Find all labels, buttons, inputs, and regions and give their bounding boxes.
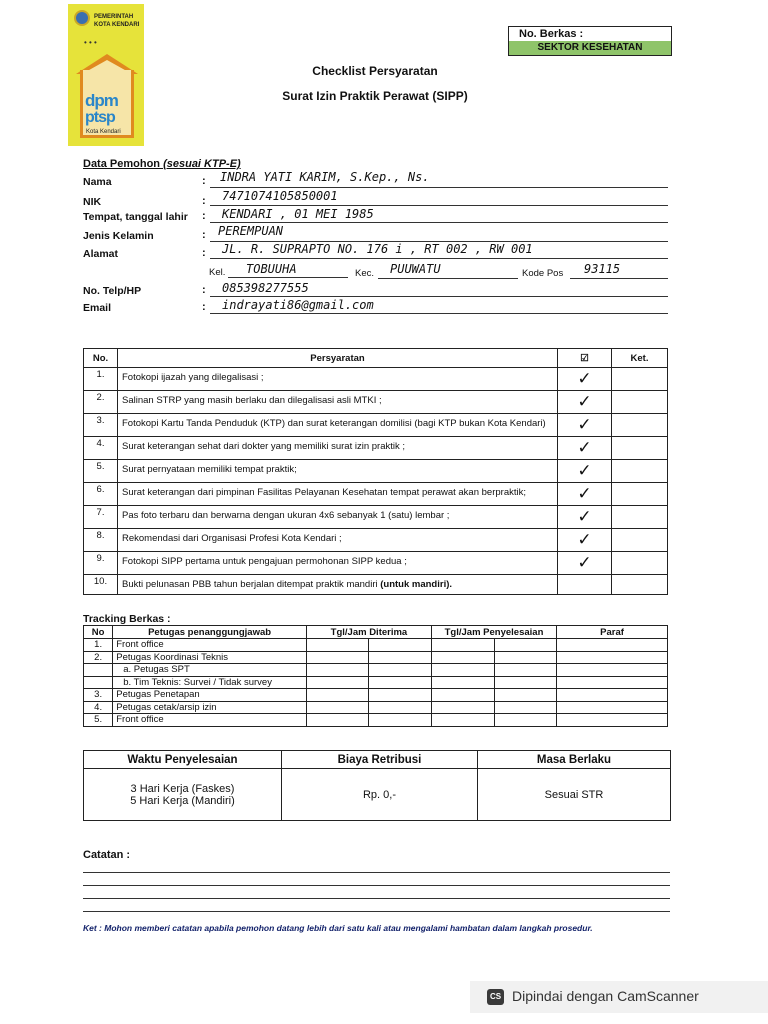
logo-gov-line1: PEMERINTAH — [94, 14, 134, 20]
requirement-text: Surat pernyataan memiliki tempat praktik; — [118, 460, 558, 483]
field-label-jenis-kelamin: Jenis Kelamin — [83, 230, 154, 242]
kodepos-value: 93115 — [584, 262, 621, 276]
field-label-nama: Nama — [83, 176, 112, 188]
requirement-row: 8. Rekomendasi dari Organisasi Profesi Kota Kendari ; ✓ — [84, 529, 668, 552]
applicant-heading: Data Pemohon (sesuai KTP-E) — [83, 158, 241, 170]
document-subtitle: Surat Izin Praktik Perawat (SIPP) — [282, 89, 468, 103]
field-value-telp: 085398277555 — [222, 281, 309, 295]
field-value-jenis-kelamin: PEREMPUAN — [218, 224, 284, 238]
kec-label: Kec. — [355, 268, 375, 279]
kel-value: TOBUUHA — [246, 262, 297, 276]
req-header-check: ☑ — [558, 349, 612, 368]
requirement-text: Fotokopi ijazah yang dilegalisasi ; — [118, 368, 558, 391]
trk-header-petugas: Petugas penanggungjawab — [113, 626, 307, 639]
requirement-text: Fotokopi Kartu Tanda Penduduk (KTP) dan surat keterangan domilisi (bagi KTP bukan Kota Kendari) — [118, 414, 558, 437]
requirement-row: 7. Pas foto terbaru dan berwarna dengan ukuran 4x6 sebanyak 1 (satu) lembar ; ✓ — [84, 506, 668, 529]
catatan-label: Catatan : — [83, 849, 131, 861]
file-number-label: No. Berkas : — [519, 28, 584, 40]
camscanner-text: Dipindai dengan CamScanner — [512, 988, 699, 1004]
biaya-header: Biaya Retribusi — [282, 751, 478, 769]
tracking-row: 3. Petugas Penetapan — [84, 689, 668, 702]
logo-gov-line2: KOTA KENDARI — [94, 22, 140, 28]
requirement-text: Rekomendasi dari Organisasi Profesi Kota Kendari ; — [118, 529, 558, 552]
completion-header-row — [84, 751, 671, 769]
tracking-row: 2. Petugas Koordinasi Teknis — [84, 651, 668, 664]
trk-header-no: No — [84, 626, 113, 639]
tracking-row: a. Petugas SPT — [84, 664, 668, 677]
masa-value: Sesuai STR — [478, 769, 671, 821]
field-label-telp: No. Telp/HP — [83, 285, 142, 297]
tracking-row: 4. Petugas cetak/arsip izin — [84, 701, 668, 714]
waktu-value: 3 Hari Kerja (Faskes) 5 Hari Kerja (Mandiri) — [84, 769, 282, 821]
field-label-email: Email — [83, 302, 112, 314]
logo-brand-top: dpm — [85, 91, 118, 110]
requirement-row: 9. Fotokopi SIPP pertama untuk pengajuan permohonan SIPP kedua ; ✓ — [84, 552, 668, 575]
completion-table — [83, 750, 671, 821]
camscanner-icon: CS — [487, 989, 504, 1005]
applicant-heading-note: (sesuai KTP-E) — [163, 158, 241, 170]
kel-label: Kel. — [209, 267, 226, 278]
camscanner-watermark — [470, 981, 768, 1013]
completion-value-row — [84, 769, 671, 821]
tracking-row: 1. Front office — [84, 639, 668, 652]
ket-note: Ket : Mohon memberi catatan apabila pemohon datang lebih dari satu kali atau mengalami hambatan dalam langkah prosedur. — [83, 923, 593, 933]
catatan-line — [83, 898, 670, 899]
field-label-ttl: Tempat, tanggal lahir — [83, 211, 188, 223]
kec-value: PUUWATU — [390, 262, 441, 276]
check-mark-icon: ✓ — [558, 391, 612, 414]
requirement-row: 3. Fotokopi Kartu Tanda Penduduk (KTP) dan surat keterangan domilisi (bagi KTP bukan Kota Kendari) ✓ — [84, 414, 668, 437]
check-mark-icon: ✓ — [558, 437, 612, 460]
trk-header-paraf: Paraf — [557, 626, 668, 639]
field-value-alamat: JL. R. SUPRAPTO NO. 176 i , RT 002 , RW 001 — [222, 242, 533, 256]
requirement-row: 6. Surat keterangan dari pimpinan Fasilitas Pelayanan Kesehatan tempat perawat akan berpraktik; ✓ — [84, 483, 668, 506]
requirement-row: 4. Surat keterangan sehat dari dokter yang memiliki surat izin praktik ; ✓ — [84, 437, 668, 460]
requirements-table — [83, 348, 668, 595]
logo-decoration: • • • — [84, 38, 97, 47]
trk-header-diterima: Tgl/Jam Diterima — [306, 626, 431, 639]
catatan-line — [83, 885, 670, 886]
requirement-text: Surat keterangan sehat dari dokter yang memiliki surat izin praktik ; — [118, 437, 558, 460]
biaya-value: Rp. 0,- — [282, 769, 478, 821]
tracking-row: 5. Front office — [84, 714, 668, 727]
check-mark-icon: ✓ — [558, 368, 612, 391]
check-mark-icon: ✓ — [558, 529, 612, 552]
catatan-line — [83, 911, 670, 912]
tracking-row: b. Tim Teknis: Survei / Tidak survey — [84, 676, 668, 689]
field-value-nik: 7471074105850001 — [222, 189, 338, 203]
check-mark-icon: ✓ — [558, 552, 612, 575]
req-header-persyaratan: Persyaratan — [118, 349, 558, 368]
catatan-line — [83, 872, 670, 873]
logo-brand-bottom: ptsp — [85, 109, 115, 126]
empty-check-cell — [558, 575, 612, 595]
req-header-ket: Ket. — [612, 349, 668, 368]
field-value-ttl: KENDARI , 01 MEI 1985 — [222, 207, 374, 221]
field-value-email: indrayati86@gmail.com — [222, 298, 374, 312]
requirement-row: 5. Surat pernyataan memiliki tempat praktik; ✓ — [84, 460, 668, 483]
tracking-header-row — [84, 626, 668, 639]
document-title: Checklist Persyaratan — [312, 64, 438, 78]
dpmptsp-logo — [68, 4, 144, 146]
requirement-text: Surat keterangan dari pimpinan Fasilitas Pelayanan Kesehatan tempat perawat akan berpraktik; — [118, 483, 558, 506]
waktu-header: Waktu Penyelesaian — [84, 751, 282, 769]
trk-header-penyelesaian: Tgl/Jam Penyelesaian — [431, 626, 556, 639]
check-mark-icon: ✓ — [558, 483, 612, 506]
requirements-header-row — [84, 349, 668, 368]
kodepos-label: Kode Pos — [522, 268, 564, 279]
requirement-text: Pas foto terbaru dan berwarna dengan ukuran 4x6 sebanyak 1 (satu) lembar ; — [118, 506, 558, 529]
file-number-box — [508, 26, 672, 56]
masa-header: Masa Berlaku — [478, 751, 671, 769]
requirement-text: Bukti pelunasan PBB tahun berjalan ditempat praktik mandiri (untuk mandiri). — [118, 575, 558, 595]
logo-city: Kota Kendari — [86, 129, 121, 135]
req-header-no: No. — [84, 349, 118, 368]
requirement-row: 1. Fotokopi ijazah yang dilegalisasi ; ✓ — [84, 368, 668, 391]
check-mark-icon: ✓ — [558, 414, 612, 437]
check-mark-icon: ✓ — [558, 506, 612, 529]
requirement-row: 10. Bukti pelunasan PBB tahun berjalan ditempat praktik mandiri (untuk mandiri). — [84, 575, 668, 595]
check-mark-icon: ✓ — [558, 460, 612, 483]
tracking-title: Tracking Berkas : — [83, 613, 171, 625]
field-label-nik: NIK — [83, 196, 102, 208]
requirement-text: Salinan STRP yang masih berlaku dan dilegalisasi asli MTKI ; — [118, 391, 558, 414]
file-sector-value: SEKTOR KESEHATAN — [509, 41, 671, 55]
field-label-alamat: Alamat — [83, 248, 119, 260]
tracking-table — [83, 625, 668, 727]
requirement-row: 2. Salinan STRP yang masih berlaku dan dilegalisasi asli MTKI ; ✓ — [84, 391, 668, 414]
field-value-nama: INDRA YATI KARIM, S.Kep., Ns. — [220, 170, 430, 184]
kota-kendari-seal-icon — [74, 10, 90, 26]
requirement-text: Fotokopi SIPP pertama untuk pengajuan permohonan SIPP kedua ; — [118, 552, 558, 575]
